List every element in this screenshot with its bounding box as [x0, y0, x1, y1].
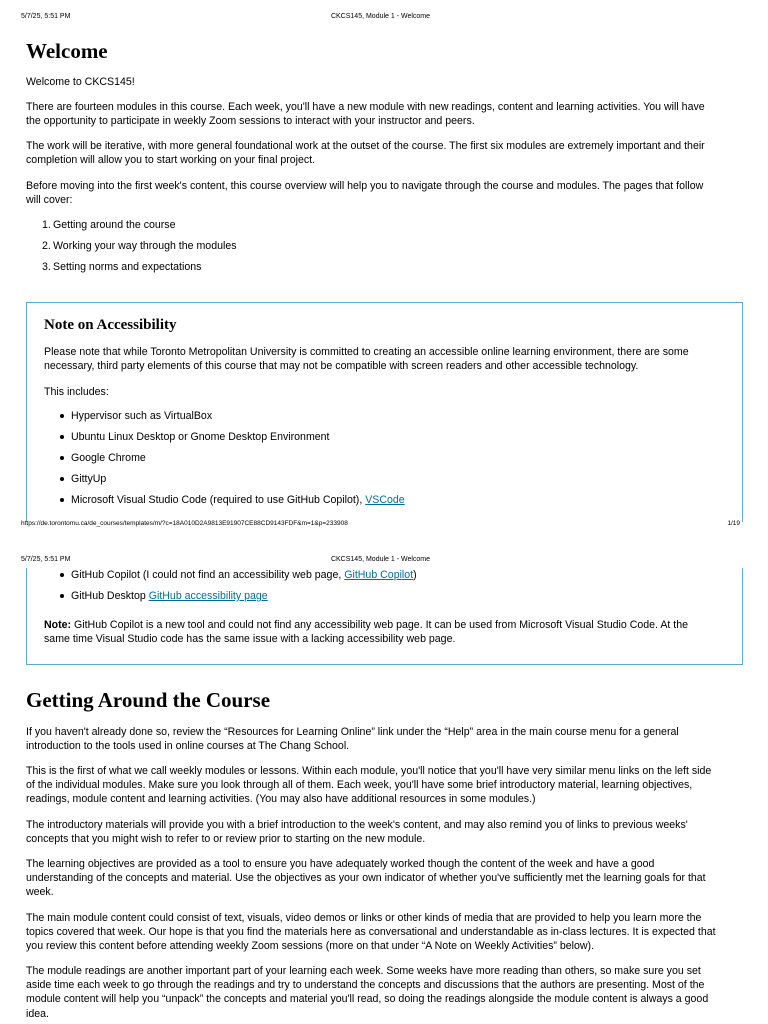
list-item — [26, 589, 736, 610]
text-line: module content will help you “unpack” the concepts and material you'll read, so doing the readings alongside the module content is always a good — [26, 993, 709, 1006]
text-line: will cover: — [26, 194, 73, 207]
print-header — [21, 11, 740, 23]
text-line: The work will be iterative, with more general foundational work at the outset of the course. The first six modules are extremely important and their — [26, 140, 705, 152]
list-item-text: Setting norms and expectations — [53, 261, 202, 273]
text-line: of the individual modules. Make sure you look through all of them. Each week, you'll have some brief introductory material, learning objectives, — [26, 779, 693, 792]
text-line: There are fourteen modules in this course. Each week, you'll have a new module with new readings, content and learning activities. You will have — [26, 101, 705, 113]
text-line: aside time each week to go through the readings and try to understand the concepts and discussions that the authors are presenting. Most of the — [26, 979, 705, 992]
list-item — [26, 430, 736, 451]
text-line: completion will allow you to start working on your final project. — [26, 154, 316, 167]
bullet-icon — [60, 477, 64, 481]
list-item — [26, 260, 742, 281]
welcome-paragraph-overview — [26, 179, 742, 207]
getting-around-paragraph-objectives — [26, 857, 742, 900]
list-item-text: Getting around the course — [53, 219, 176, 231]
list-item-text: Working your way through the modules — [53, 240, 237, 252]
list-item-text: Hypervisor such as VirtualBox — [71, 410, 213, 422]
list-item — [26, 218, 742, 239]
list-item-text: GitHub Copilot (I could not find an accessibility web page, — [71, 569, 345, 581]
getting-around-paragraph-readings — [26, 964, 742, 1021]
welcome-paragraph-iterative — [26, 139, 742, 167]
text-line — [44, 618, 734, 632]
list-item-text: Google Chrome — [71, 452, 146, 464]
getting-around-paragraph-content — [26, 911, 742, 954]
overview-list — [26, 218, 742, 281]
list-number: 1. — [42, 219, 51, 231]
text-line: The module readings are another important part of your learning each week. Some weeks have more reading than others, so make sure you set — [26, 965, 701, 977]
github-copilot-link[interactable]: GitHub Copilot — [344, 569, 414, 581]
text-line: Before moving into the first week's content, this course overview will help you to navigate through the course and modules. The pages that follow — [26, 180, 704, 192]
text-line: readings, module content and learning activities. (You may also have additional resources in some modules.) — [26, 793, 536, 806]
welcome-intro: Welcome to CKCS145! — [26, 76, 135, 88]
list-item — [26, 409, 736, 430]
note-label: Note: — [44, 619, 72, 631]
getting-around-paragraph-resources — [26, 725, 742, 753]
bullet-icon — [60, 594, 64, 598]
accessibility-note-paragraph — [44, 618, 734, 646]
page-number: 1/19 — [727, 520, 740, 527]
text-line: idea. — [26, 1007, 49, 1020]
accessibility-paragraph — [44, 345, 734, 373]
print-footer — [21, 518, 740, 530]
getting-around-heading: Getting Around the Course — [26, 688, 271, 712]
print-title: CKCS145, Module 1 - Welcome — [330, 556, 431, 563]
text-line: The main module content could consist of text, visuals, video demos or links or other kinds of media that are provided to help you learn more the — [26, 912, 702, 924]
text-line: The learning objectives are provided as a tool to ensure you have adequately worked though the content of the week and have a good — [26, 858, 655, 870]
accessibility-includes: This includes: — [44, 386, 109, 398]
accessibility-list-continued — [26, 568, 736, 610]
text-line: same time Visual Studio code has the same issue with a lacking accessibility web page. — [44, 633, 456, 646]
text-line: concepts that you might wish to refer to or review prior to starting on the new module. — [26, 833, 426, 846]
text-line: the opportunity to participate in weekly Zoom sessions to interact with your instructor and peers. — [26, 115, 475, 128]
bullet-icon — [60, 456, 64, 460]
welcome-paragraph-modules — [26, 100, 742, 128]
getting-around-paragraph-modules — [26, 764, 742, 807]
welcome-heading: Welcome — [26, 39, 108, 63]
text-line: necessary, third party elements of this course that may not be compatible with screen readers and other accessible technology. — [44, 360, 639, 373]
list-item — [26, 451, 736, 472]
text-line: The introductory materials will provide you with a brief introduction to the week's content, and may also remind you of links to previous weeks' — [26, 819, 688, 831]
text-line: you review this content before attending weekly Zoom sessions (more on that under “A Note on Weekly Activities” below). — [26, 940, 595, 953]
accessibility-list — [26, 409, 736, 514]
text-line: Please note that while Toronto Metropolitan University is committed to creating an accessible online learning environment, there are some — [44, 346, 689, 358]
list-item — [26, 493, 736, 514]
bullet-icon — [60, 573, 64, 577]
text-line: If you haven't already done so, review the “Resources for Learning Online” link under the “Help” area in the main course menu for a general — [26, 726, 679, 738]
list-number: 2. — [42, 240, 51, 252]
list-number: 3. — [42, 261, 51, 273]
bullet-icon — [60, 435, 64, 439]
print-title: CKCS145, Module 1 - Welcome — [330, 13, 431, 20]
text-line: introduction to the tools used in online courses at The Chang School. — [26, 740, 350, 753]
text-line: understanding of the concepts and material. Use the objectives as your own indicator of whether you've sufficiently met the learning goals for that — [26, 872, 706, 885]
github-accessibility-link[interactable]: GitHub accessibility page — [148, 590, 268, 602]
accessibility-heading: Note on Accessibility — [44, 317, 177, 333]
print-date: 5/7/25, 5:51 PM — [21, 556, 71, 563]
vscode-link[interactable]: VSCode — [365, 494, 405, 506]
bullet-icon — [60, 498, 64, 502]
print-url: https://de.torontomu.ca/de_courses/templates/m/?c=18A010D2A9813E91907CE88CD9143FDF&m=1&p=233908 — [21, 520, 348, 527]
text-line: topics covered that week. Our hope is that you find the materials here as conversational and understandable as in-class lectures. It is expected that — [26, 926, 716, 939]
list-item — [26, 239, 742, 260]
list-item — [26, 568, 736, 589]
list-item-text: ) — [413, 569, 417, 581]
list-item-text: GitHub Desktop — [71, 590, 149, 602]
text-line: week. — [26, 886, 54, 899]
text-line: This is the first of what we call weekly modules or lessons. Within each module, you'll notice that you'll have very similar menu links on the left side — [26, 765, 712, 777]
print-date: 5/7/25, 5:51 PM — [21, 13, 71, 20]
getting-around-paragraph-intro — [26, 818, 742, 846]
bullet-icon — [60, 414, 64, 418]
list-item-text: GittyUp — [71, 473, 107, 485]
list-item — [26, 472, 736, 493]
note-text: GitHub Copilot is a new tool and could not find any accessibility web page. It can be used from Microsoft Visual Studio Code. At the — [71, 619, 689, 631]
print-header — [21, 554, 740, 566]
list-item-text: Ubuntu Linux Desktop or Gnome Desktop Environment — [71, 431, 330, 443]
list-item-text: Microsoft Visual Studio Code (required to use GitHub Copilot), — [71, 494, 366, 506]
